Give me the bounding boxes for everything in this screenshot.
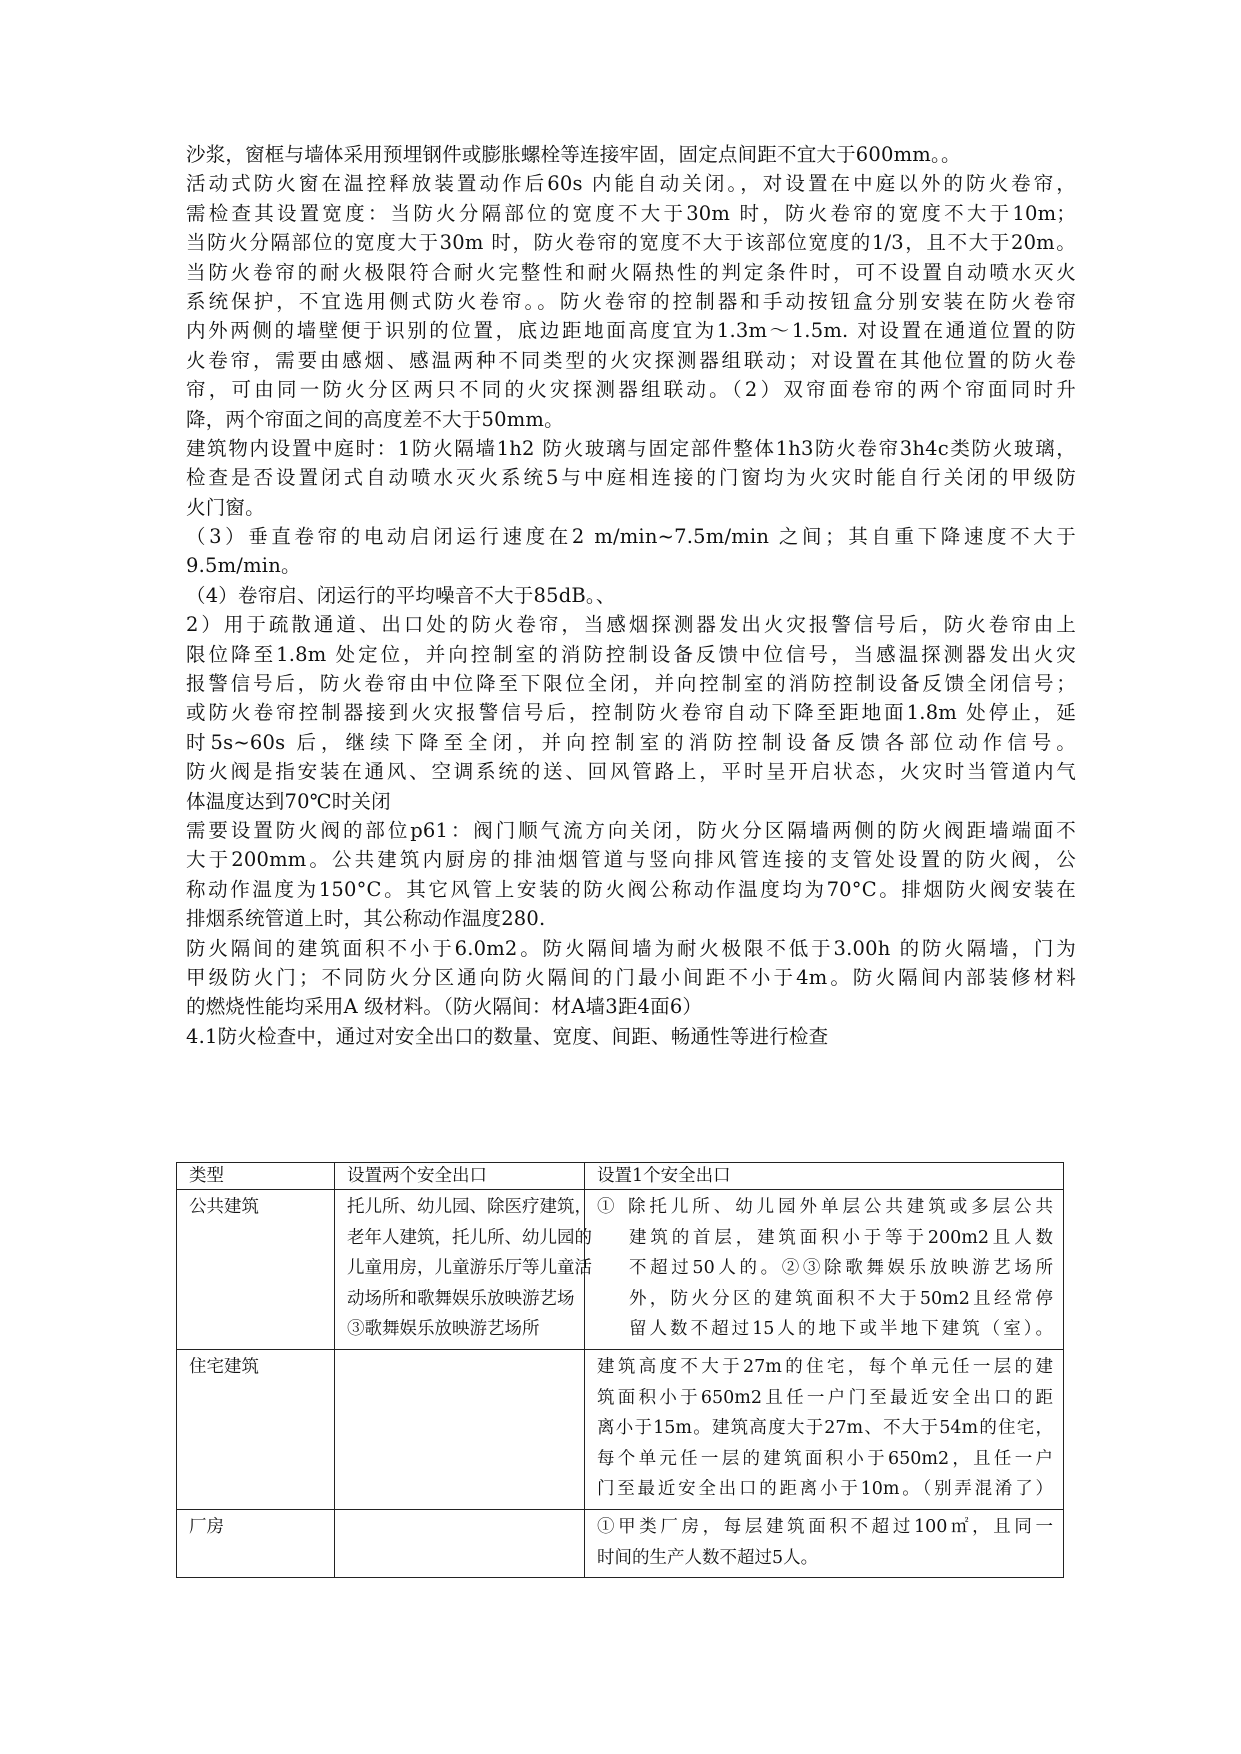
cell-text-line: 每个单元任一层的建筑面积小于650m2，且任一户 [597,1448,1053,1469]
text-line: 火门窗。 [186,495,265,519]
cell-text-line: ① 除托儿所、幼儿园外单层公共建筑或多层公共 [597,1197,1053,1217]
cell-text-line: 外，防火分区的建筑面积不大于50m2且经常停 [629,1288,1053,1309]
text-line: 活动式防火窗在温控释放装置动作后60s 内能自动关闭。，对设置在中庭以外的防火卷帘， [186,172,1076,196]
cell-type: 住宅建筑 [177,1349,335,1509]
header-two-exits: 设置两个安全出口 [335,1163,585,1190]
text-line: 限位降至1.8m 处定位，并向控制室的消防控制设备反馈中位信号，当感温探测器发出火灾 [186,642,1076,666]
text-line: 或防火卷帘控制器接到火灾报警信号后，控制防火卷帘自动下降至距地面1.8m 处停止，延 [186,701,1076,725]
text-line: 火卷帘，需要由感烟、感温两种不同类型的火灾探测器组联动；对设置在其他位置的防火卷 [186,348,1076,372]
table-row [177,1349,1064,1509]
text-line: 防火阀是指安装在通风、空调系统的送、回风管路上，平时呈开启状态，火灾时当管道内气 [186,760,1076,784]
cell-text-line: 不超过50人的。②③除歌舞娱乐放映游艺场所 [629,1258,1053,1279]
text-line: 帘，可由同一防火分区两只不同的火灾探测器组联动。（2）双帘面卷帘的两个帘面同时升 [186,378,1076,402]
cell-two-exits [335,1349,585,1509]
cell-type: 公共建筑 [177,1190,335,1350]
text-line: 系统保护，不宜选用侧式防火卷帘。。防火卷帘的控制器和手动按钮盒分别安装在防火卷帘 [186,289,1076,313]
table-header-row [177,1163,1064,1190]
text-line: 称动作温度为150°C。其它风管上安装的防火阀公称动作温度均为70°C。排烟防火阀安装在 [186,877,1076,901]
text-line: （4）卷帘启、闭运行的平均噪音不大于85dB。、 [186,583,616,607]
text-line: 排烟系统管道上时，其公称动作温度280. [186,907,546,931]
cell-text-line: 动场所和歌舞娱乐放映游艺场 [347,1288,575,1309]
text-line: 需要设置防火阀的部位p61：阀门顺气流方向关闭，防火分区隔墙两侧的防火阀距墙端面不 [186,818,1076,842]
text-line: 时5s~60s 后，继续下降至全闭，并向控制室的消防控制设备反馈各部位动作信号。 [186,730,1076,754]
text-line: 大于200mm。公共建筑内厨房的排油烟管道与竖向排风管连接的支管处设置的防火阀，公 [186,848,1076,872]
cell-one-exit [585,1509,1064,1577]
cell-text-line: 建筑高度不大于27m的住宅，每个单元任一层的建 [597,1356,1053,1377]
cell-text-line: 门至最近安全出口的距离小于10m。（别弄混淆了） [597,1479,1053,1500]
cell-text-line: 离小于15m。建筑高度大于27m、不大于54m的住宅， [597,1418,1053,1439]
cell-one-exit [585,1190,1064,1350]
text-line: 2）用于疏散通道、出口处的防火卷帘，当感烟探测器发出火灾报警信号后，防火卷帘由上 [186,613,1076,637]
text-line: 体温度达到70℃时关闭 [186,789,391,813]
header-type: 类型 [177,1163,335,1190]
text-line: 9.5m/min。 [186,554,301,578]
cell-text-line: 筑面积小于650m2且任一户门至最近安全出口的距 [597,1387,1053,1408]
cell-text-line: 时间的生产人数不超过5人。 [597,1547,819,1568]
cell-type: 厂房 [177,1509,335,1577]
text-line: 报警信号后，防火卷帘由中位降至下限位全闭，并向控制室的消防控制设备反馈全闭信号； [186,672,1076,696]
text-line: 需检查其设置宽度：当防火分隔部位的宽度不大于30m 时，防火卷帘的宽度不大于10m； [186,201,1076,225]
text-line: 防火隔间的建筑面积不小于6.0m2。防火隔间墙为耐火极限不低于3.00h 的防火隔墙，门为 [186,936,1076,960]
cell-two-exits [335,1509,585,1577]
cell-text-line: 建筑的首层，建筑面积小于等于200m2且人数 [629,1227,1053,1248]
text-line: 沙浆，窗框与墙体采用预埋钢件或膨胀螺栓等连接牢固，固定点间距不宜大于600mm。。 [186,143,961,166]
text-line: 检查是否设置闭式自动喷水灭火系统5与中庭相连接的门窗均为火灾时能自行关闭的甲级防 [186,466,1076,490]
text-line: 当防火分隔部位的宽度大于30m 时，防火卷帘的宽度不大于该部位宽度的1/3，且不大于20m。 [186,231,1076,255]
cell-text-line: ③歌舞娱乐放映游艺场所 [347,1319,540,1340]
cell-text-line: 老年人建筑，托儿所、幼儿园的 [347,1227,592,1248]
text-line: （3）垂直卷帘的电动启闭运行速度在2 m/min~7.5m/min 之间；其自重下降速度不大于 [186,525,1076,549]
text-line: 甲级防火门；不同防火分区通向防火隔间的门最小间距不小于4m。防火隔间内部装修材料 [186,965,1076,989]
text-line: 建筑物内设置中庭时：1防火隔墙1h2 防火玻璃与固定部件整体1h3防火卷帘3h4c类防火玻璃， [186,436,1076,460]
table-row [177,1509,1064,1577]
cell-text-line: 托儿所、幼儿园、除医疗建筑， [347,1197,592,1217]
text-line: 的燃烧性能均采用A 级材料。（防火隔间：材A墙3距4面6） [186,995,703,1019]
safety-exit-table [176,1162,1064,1578]
table-row [177,1190,1064,1350]
header-one-exit: 设置1个安全出口 [585,1163,1064,1190]
document-body [186,140,1076,1051]
cell-one-exit [585,1349,1064,1509]
text-line: 内外两侧的墙壁便于识别的位置，底边距地面高度宜为1.3m～1.5m. 对设置在通道位置的防 [186,319,1076,343]
cell-text-line: 留人数不超过15人的地下或半地下建筑（室）。 [629,1319,1053,1340]
cell-text-line: 儿童用房，儿童游乐厅等儿童活 [347,1258,592,1279]
cell-text-line: ①甲类厂房，每层建筑面积不超过100㎡，且同一 [597,1516,1053,1537]
text-line: 降，两个帘面之间的高度差不大于50mm。 [186,407,564,431]
text-line: 4.1防火检查中，通过对安全出口的数量、宽度、间距、畅通性等进行检查 [186,1024,829,1048]
text-line: 当防火卷帘的耐火极限符合耐火完整性和耐火隔热性的判定条件时，可不设置自动喷水灭火 [186,260,1076,284]
cell-two-exits [335,1190,592,1350]
